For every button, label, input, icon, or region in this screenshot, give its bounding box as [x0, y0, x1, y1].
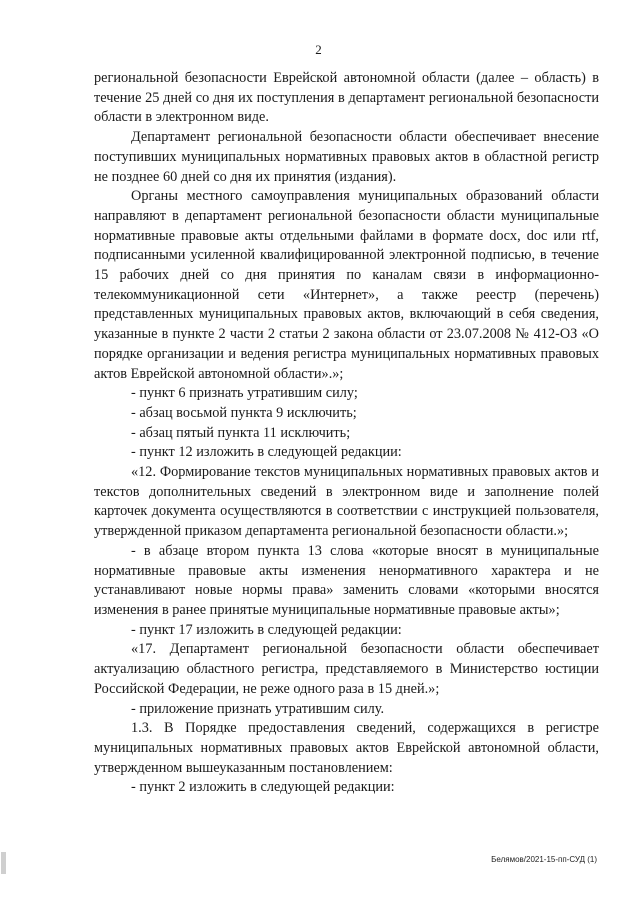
list-item: - приложение признать утратившим силу.	[131, 700, 385, 717]
footer-reference: Белямов/2021-15-пп-СУД (1)	[491, 855, 597, 864]
paragraph: Органы местного самоуправления муниципальных образований области направляют в департамент региональной безопасности области муниципальные нормативные правовые акты отдельными файлами в формате docx, doc или rtf, подписанными усиленной квалифицированной электронной подписью, в течение 15 рабочих дней со дня принятия по каналам связи в информационно-телекоммуникационной сети «Интернет», а также реестр (перечень) представленных муниципальных правовых актов, включающий в себя сведения, указанные в пункте 2 части 2 статьи 2 закона области от 23.07.2008 № 412-ОЗ «О порядке организации и ведения регистра муниципальных нормативных правовых актов Еврейской автономной области».»;	[94, 188, 599, 382]
section-paragraph: 1.3. В Порядке предоставления сведений, содержащихся в регистре муниципальных нормативных правовых актов Еврейской автономной области, утвержденном вышеуказанным постановлением:	[94, 720, 599, 776]
quoted-paragraph: «17. Департамент региональной безопасности области обеспечивает актуализацию областного регистра, представляемого в Министерство юстиции Российской Федерации, не реже одного раза в 15 дней.»;	[94, 641, 599, 697]
quoted-paragraph: «12. Формирование текстов муниципальных нормативных правовых актов и текстов дополнительных сведений в электронном виде и заполнение полей карточек документа осуществляются в соответствии с инструкцией пользователя, утвержденной приказом департамента региональной безопасности области.»;	[94, 464, 599, 540]
list-item: - абзац пятый пункта 11 исключить;	[131, 424, 351, 441]
list-item: - пункт 6 признать утратившим силу;	[131, 385, 358, 402]
list-item: - абзац восьмой пункта 9 исключить;	[131, 404, 357, 421]
list-item: - в абзаце втором пункта 13 слова «которые вносят в муниципальные нормативные правовые акты изменения ненормативного характера и не устанавливают новые нормы права» заменить словами «которыми вносятся изменения в ранее принятые муниципальные нормативные правовые акты»;	[94, 542, 599, 618]
page-number: 2	[315, 42, 322, 57]
list-item: - пункт 12 изложить в следующей редакции:	[131, 444, 402, 461]
paragraph: региональной безопасности Еврейской автономной области (далее – область) в течение 25 дней со дня их поступления в департамент региональной безопасности области в электронном виде.	[94, 70, 599, 126]
list-item: - пункт 17 изложить в следующей редакции:	[131, 621, 402, 638]
paragraph: Департамент региональной безопасности области обеспечивает внесение поступивших муниципальных нормативных правовых актов в областной регистр не позднее 60 дней со дня их принятия (издания).	[94, 129, 599, 185]
document-body	[94, 69, 599, 798]
list-item: - пункт 2 изложить в следующей редакции:	[131, 779, 395, 796]
scan-edge-mark	[1, 852, 6, 874]
